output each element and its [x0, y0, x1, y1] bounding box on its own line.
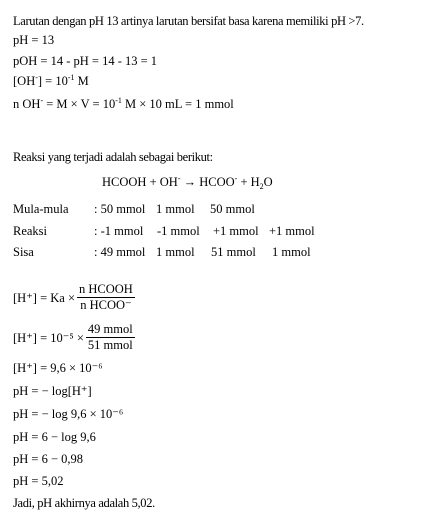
table-cell: 1 mmol [156, 245, 195, 259]
table-cell: +1 mmol [269, 224, 315, 238]
table-cell: 51 mmol [211, 245, 256, 259]
table-cell: 1 mmol [272, 245, 311, 259]
table-row-label: Reaksi [13, 224, 48, 238]
ph-step-3: pH = 6 − 0,98 [13, 452, 84, 466]
table-cell: +1 mmol [213, 224, 259, 238]
oh-moles: n $OH^- = M \times V = 10^{-1}$ M × 10 mL = 1 mmol [13, 96, 234, 111]
table-cell: 50 mmol [210, 202, 255, 216]
ka-substitution: [H⁺] = 10⁻⁵ × $\frac{\text{49 mmol}}{\text{51 mmol}}$ [13, 322, 133, 352]
table-cell: : 50 mmol [94, 202, 146, 216]
ph-step-2: pH = 6 − log 9,6 [13, 430, 96, 444]
ka-fraction: $\frac{\text{n HCOOH}}{\text{n HCOO⁻}}$ [79, 282, 133, 312]
mmol-fraction: $\frac{\text{49 mmol}}{\text{51 mmol}}$ [87, 322, 133, 352]
ph-step-1: pH = − log 9,6 × 10⁻⁶ [13, 407, 124, 421]
conclusion: Jadi, pH akhirnya adalah 5,02. [13, 496, 155, 510]
poh-calculation: pOH = 14 - pH = 14 - 13 = 1 [13, 54, 158, 68]
table-row-label: Sisa [13, 245, 34, 259]
table-cell: -1 mmol [157, 224, 200, 238]
intro-text: Larutan dengan pH 13 artinya larutan bersifat basa karena memiliki pH >7. [13, 14, 364, 28]
h-concentration: [H⁺] = 9,6 × 10⁻⁶ [13, 361, 103, 375]
ph-given: pH = 13 [13, 33, 55, 47]
ph-final: pH = 5,02 [13, 474, 64, 488]
reaction-intro: Reaksi yang terjadi adalah sebagai berikut: [13, 150, 213, 164]
ka-formula: [H⁺] = Ka × $\frac{\text{n HCOOH}}{\text{n HCOO⁻}}$ [13, 282, 133, 312]
table-cell: : -1 mmol [94, 224, 144, 238]
ph-definition: pH = − log[H⁺] [13, 384, 92, 398]
table-cell: 1 mmol [156, 202, 195, 216]
table-row-label: Mula-mula [13, 202, 69, 216]
table-cell: : 49 mmol [94, 245, 146, 259]
oh-concentration: $[OH^-] = 10^{-1}$ M [13, 73, 89, 88]
reaction-equation: HCOOH + OH- → HCOO- + $H_2O$ [102, 174, 273, 191]
